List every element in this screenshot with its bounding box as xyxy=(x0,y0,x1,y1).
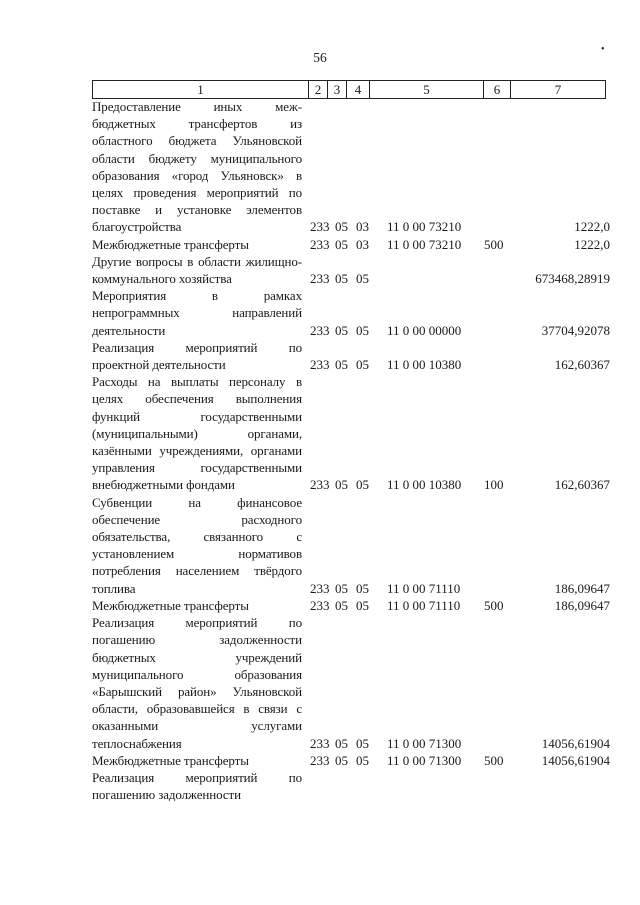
row-name: Мероприятия в рамках непрограммных направлений деятельности xyxy=(92,288,302,338)
amount: 186,09647 xyxy=(554,580,610,596)
row-name: Межбюджетные трансферты xyxy=(92,236,249,252)
table-row xyxy=(92,253,622,287)
ved-code: 233 xyxy=(310,597,330,613)
section-code: 05 xyxy=(335,271,348,287)
row-codes xyxy=(310,218,610,235)
row-name: Межбюджетные трансферты xyxy=(92,752,249,768)
amount: 1222,0 xyxy=(574,219,610,235)
column-header-5: 5 xyxy=(369,81,483,98)
row-name: Предоставление иных меж- бюджетных трансфертов из областного бюджета Ульяновской области бюджету муниципального образования «город Ульяновск» в целях проведения мероприятий по поставке и установке элементов благоустройства xyxy=(92,99,302,235)
table-row xyxy=(92,373,622,493)
column-header-7: 7 xyxy=(510,81,606,98)
ved-code: 233 xyxy=(310,236,330,252)
subsection-code: 05 xyxy=(356,322,369,338)
ved-code: 233 xyxy=(310,477,330,493)
row-codes xyxy=(310,236,610,253)
section-code: 05 xyxy=(335,597,348,613)
expense-type-code: 500 xyxy=(484,752,504,768)
ved-code: 233 xyxy=(310,752,330,768)
row-name: Реализация мероприятий по погашению задолженности бюджетных учреждений муниципального образования «Барышский район» Ульяновской области, образовавшейся в связи с оказанными услугами теплоснабжения xyxy=(92,615,302,751)
target-code: 11 0 00 73210 xyxy=(387,219,462,235)
ved-code: 233 xyxy=(310,322,330,338)
ved-code: 233 xyxy=(310,735,330,751)
table-body xyxy=(92,98,622,803)
row-codes xyxy=(310,356,610,373)
target-code: 11 0 00 71110 xyxy=(387,597,461,613)
expense-type-code: 100 xyxy=(484,477,504,493)
table-row xyxy=(92,597,622,614)
row-codes xyxy=(310,597,610,614)
target-code: 11 0 00 00000 xyxy=(387,322,462,338)
row-name: Межбюджетные трансферты xyxy=(92,597,249,613)
ved-code: 233 xyxy=(310,580,330,596)
table-row xyxy=(92,769,622,803)
amount: 37704,92078 xyxy=(541,322,610,338)
target-code: 11 0 00 73210 xyxy=(387,236,462,252)
column-header-2: 2 xyxy=(308,81,327,98)
subsection-code: 05 xyxy=(356,477,369,493)
ved-code: 233 xyxy=(310,357,330,373)
row-codes xyxy=(310,580,610,597)
ved-code: 233 xyxy=(310,271,330,287)
section-code: 05 xyxy=(335,477,348,493)
target-code: 11 0 00 10380 xyxy=(387,477,462,493)
row-codes xyxy=(310,270,610,287)
row-codes xyxy=(310,752,610,769)
row-name: Реализация мероприятий по проектной деятельности xyxy=(92,339,302,373)
subsection-code: 03 xyxy=(356,236,369,252)
section-code: 05 xyxy=(335,735,348,751)
scan-mark: • xyxy=(601,44,605,55)
amount: 673468,28919 xyxy=(535,271,610,287)
target-code: 11 0 00 71110 xyxy=(387,580,461,596)
row-name: Расходы на выплаты персоналу в целях обеспечения выполнения функций государственными (муниципальными) органами, казёнными учреждениями, органами управления государственными внебюджетными фондами xyxy=(92,374,302,493)
table-row xyxy=(92,752,622,769)
ved-code: 233 xyxy=(310,219,330,235)
target-code: 11 0 00 71300 xyxy=(387,752,462,768)
amount: 186,09647 xyxy=(554,597,610,613)
amount: 162,60367 xyxy=(554,477,610,493)
table-row xyxy=(92,494,622,597)
expense-type-code: 500 xyxy=(484,236,504,252)
row-codes xyxy=(310,476,610,493)
table-header xyxy=(92,80,606,99)
row-name: Другие вопросы в области жилищно-коммунального хозяйства xyxy=(92,253,302,287)
row-codes xyxy=(310,735,610,752)
column-header-1: 1 xyxy=(92,81,308,98)
target-code: 11 0 00 71300 xyxy=(387,735,462,751)
row-name: Реализация мероприятий по погашению задолженности xyxy=(92,769,302,803)
target-code: 11 0 00 10380 xyxy=(387,357,462,373)
expense-type-code: 500 xyxy=(484,597,504,613)
subsection-code: 03 xyxy=(356,219,369,235)
subsection-code: 05 xyxy=(356,597,369,613)
row-name: Субвенции на финансовое обеспечение расходного обязательства, связанного с установлением нормативов потребления населением твёрдого топлива xyxy=(92,494,302,596)
amount: 1222,0 xyxy=(574,236,610,252)
table-row xyxy=(92,339,622,373)
section-code: 05 xyxy=(335,219,348,235)
amount: 162,60367 xyxy=(554,357,610,373)
amount: 14056,61904 xyxy=(541,752,610,768)
table-row xyxy=(92,287,622,339)
row-codes xyxy=(310,322,610,339)
section-code: 05 xyxy=(335,752,348,768)
section-code: 05 xyxy=(335,322,348,338)
section-code: 05 xyxy=(335,580,348,596)
page-number: 56 xyxy=(313,50,327,65)
subsection-code: 05 xyxy=(356,580,369,596)
amount: 14056,61904 xyxy=(541,735,610,751)
column-header-3: 3 xyxy=(327,81,346,98)
section-code: 05 xyxy=(335,236,348,252)
column-header-4: 4 xyxy=(346,81,369,98)
section-code: 05 xyxy=(335,357,348,373)
subsection-code: 05 xyxy=(356,735,369,751)
subsection-code: 05 xyxy=(356,271,369,287)
column-header-6: 6 xyxy=(483,81,510,98)
subsection-code: 05 xyxy=(356,357,369,373)
subsection-code: 05 xyxy=(356,752,369,768)
table-row xyxy=(92,614,622,752)
table-row xyxy=(92,236,622,253)
table-row xyxy=(92,98,622,236)
